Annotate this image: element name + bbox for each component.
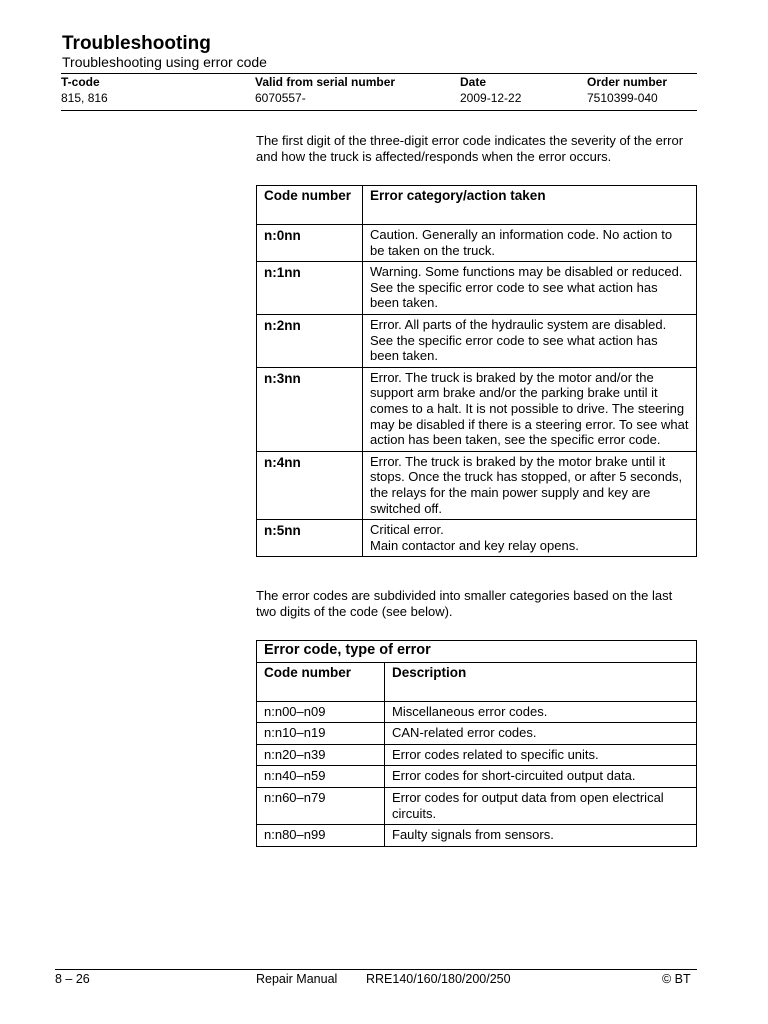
table-row (257, 723, 697, 745)
code-range: n:n10–n19 (257, 723, 385, 745)
code-range: n:n40–n59 (257, 766, 385, 788)
table-row (257, 787, 697, 824)
code-range: n:n00–n09 (257, 701, 385, 723)
error-type-table-header (257, 662, 697, 701)
error-description: Caution. Generally an information code. No action to be taken on the truck. (363, 225, 697, 262)
table-row (257, 262, 697, 315)
table-caption: Error code, type of error (257, 641, 697, 663)
table-row (257, 314, 697, 367)
error-code: n:4nn (257, 451, 363, 519)
order-label: Order number (587, 75, 668, 89)
tcode-value: 815, 816 (61, 91, 108, 105)
range-description: Error codes related to specific units. (385, 744, 697, 766)
range-description: CAN-related error codes. (385, 723, 697, 745)
table-row (257, 225, 697, 262)
code-range: n:n60–n79 (257, 787, 385, 824)
range-description: Faulty signals from sensors. (385, 825, 697, 847)
serial-value: 6070557- (255, 91, 306, 105)
tcode-label: T-code (61, 75, 100, 89)
table-row (257, 766, 697, 788)
manual-name: Repair Manual (256, 972, 338, 986)
header-rule-bottom (61, 110, 697, 111)
error-code: n:3nn (257, 367, 363, 451)
col-header-category: Error category/action taken (363, 186, 697, 225)
table-row (257, 825, 697, 847)
table-row (257, 367, 697, 451)
range-description: Error codes for short-circuited output data. (385, 766, 697, 788)
col-header-description: Description (385, 662, 697, 701)
error-type-table-caption-row (257, 641, 697, 663)
page-subtitle: Troubleshooting using error code (62, 54, 267, 70)
error-code: n:5nn (257, 520, 363, 557)
table-row (257, 520, 697, 557)
order-value: 7510399-040 (587, 91, 658, 105)
error-description: Error. The truck is braked by the motor brake until it stops. Once the truck has stopped, or after 5 seconds, the relays for the main power supply and key are switched off. (363, 451, 697, 519)
severity-table-header (257, 186, 697, 225)
error-description (363, 520, 697, 557)
header-rule-top (61, 73, 697, 74)
range-description: Miscellaneous error codes. (385, 701, 697, 723)
footer-rule (55, 969, 697, 970)
code-range: n:n80–n99 (257, 825, 385, 847)
range-description: Error codes for output data from open electrical circuits. (385, 787, 697, 824)
serial-label: Valid from serial number (255, 75, 396, 89)
col-header-code: Code number (257, 186, 363, 225)
severity-table (256, 185, 697, 557)
date-value: 2009-12-22 (460, 91, 522, 105)
error-code: n:0nn (257, 225, 363, 262)
table-row (257, 701, 697, 723)
table-row (257, 451, 697, 519)
page-number: 8 – 26 (55, 972, 90, 986)
col-header-code: Code number (257, 662, 385, 701)
error-description-line1: Critical error. (370, 522, 444, 538)
page-title: Troubleshooting (62, 33, 211, 54)
error-description: Error. All parts of the hydraulic system are disabled. See the specific error code to see what action has been taken. (363, 314, 697, 367)
model-list: RRE140/160/180/200/250 (366, 972, 511, 986)
date-label: Date (460, 75, 487, 89)
error-description: Warning. Some functions may be disabled or reduced. See the specific error code to see what action has been taken. (363, 262, 697, 315)
copyright: © BT (662, 972, 691, 986)
error-description: Error. The truck is braked by the motor and/or the support arm brake and/or the parking brake until it comes to a halt. It is not possible to drive. The steering may be disabled if there is a steering error. To see what action has been taken, see the specific error code. (363, 367, 697, 451)
table-row (257, 744, 697, 766)
code-range: n:n20–n39 (257, 744, 385, 766)
error-code: n:1nn (257, 262, 363, 315)
subdivision-paragraph: The error codes are subdivided into smaller categories based on the last two digits of the code (see below). (256, 588, 673, 619)
error-type-table (256, 640, 697, 847)
error-description-line2: Main contactor and key relay opens. (370, 537, 579, 553)
error-code: n:2nn (257, 314, 363, 367)
intro-paragraph: The first digit of the three-digit error code indicates the severity of the error and how the truck is affected/responds when the error occurs. (256, 133, 684, 164)
